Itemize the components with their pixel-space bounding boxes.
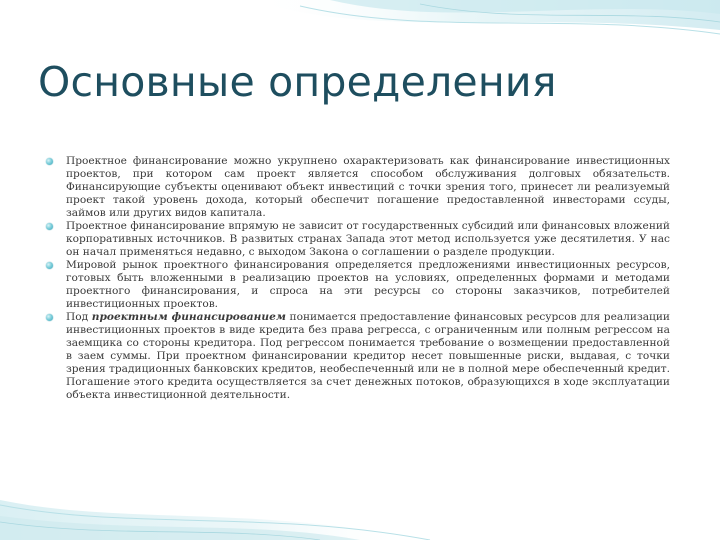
- list-item: [44, 220, 670, 259]
- round-teal-bullet-icon: [46, 223, 53, 230]
- bullet-text: Проектное финансирование впрямую не зависит от государственных субсидий или финансовых вложений корпоративных источников. В развитых странах Запада этот метод используется уже десятилетия. У нас он начал применяться недавно, с выходом Закона о соглашении о разделе продукции.: [66, 220, 670, 258]
- bullet-emphasis: проектным финансированием: [91, 311, 286, 324]
- round-teal-bullet-icon: [46, 262, 53, 269]
- bullet-list: [44, 155, 670, 402]
- bullet-prefix: Под: [66, 311, 92, 324]
- bullet-text: Проектное финансирование можно укрупнено охарактеризовать как финансирование инвестиционных проектов, при котором сам проект является способом обслуживания долговых обязательств. Финансирующие субъекты оценивают объект инвестиций с точки зрения того, принесет ли реализуемый проект такой уровень дохода, который обеспечит погашение предоставленной инвесторами ссуды, займов или других видов капитала.: [66, 155, 670, 219]
- list-item: [44, 155, 670, 220]
- bullet-text: понимается предоставление финансовых ресурсов для реализации инвестиционных проектов в виде кредита без права регресса, с ограниченным или полным регрессом на заемщика со стороны кредитора. Под регрессом понимается требование о возмещении предоставленной в заем суммы. При проектном финансировании кредитор несет повышенные риски, выдавая, с точки зрения традиционных банковских кредитов, необеспеченный или не в полной мере обеспеченный кредит. Погашение этого кредита осуществляется за счет денежных потоков, образующихся в ходе эксплуатации объекта инвестиционной деятельности.: [66, 311, 670, 401]
- bullet-text: Мировой рынок проектного финансирования определяется предложениями инвестиционных ресурсов, готовых быть вложенными в реализацию проектов на условиях, определенных формами и методами проектного финансирования, и спроса на эти ресурсы со стороны заказчиков, потребителей инвестиционных проектов.: [66, 259, 670, 310]
- list-item: [44, 259, 670, 311]
- round-teal-bullet-icon: [46, 314, 53, 321]
- round-teal-bullet-icon: [46, 158, 53, 165]
- list-item: [44, 311, 670, 401]
- slide-title: Основные определения: [38, 58, 557, 106]
